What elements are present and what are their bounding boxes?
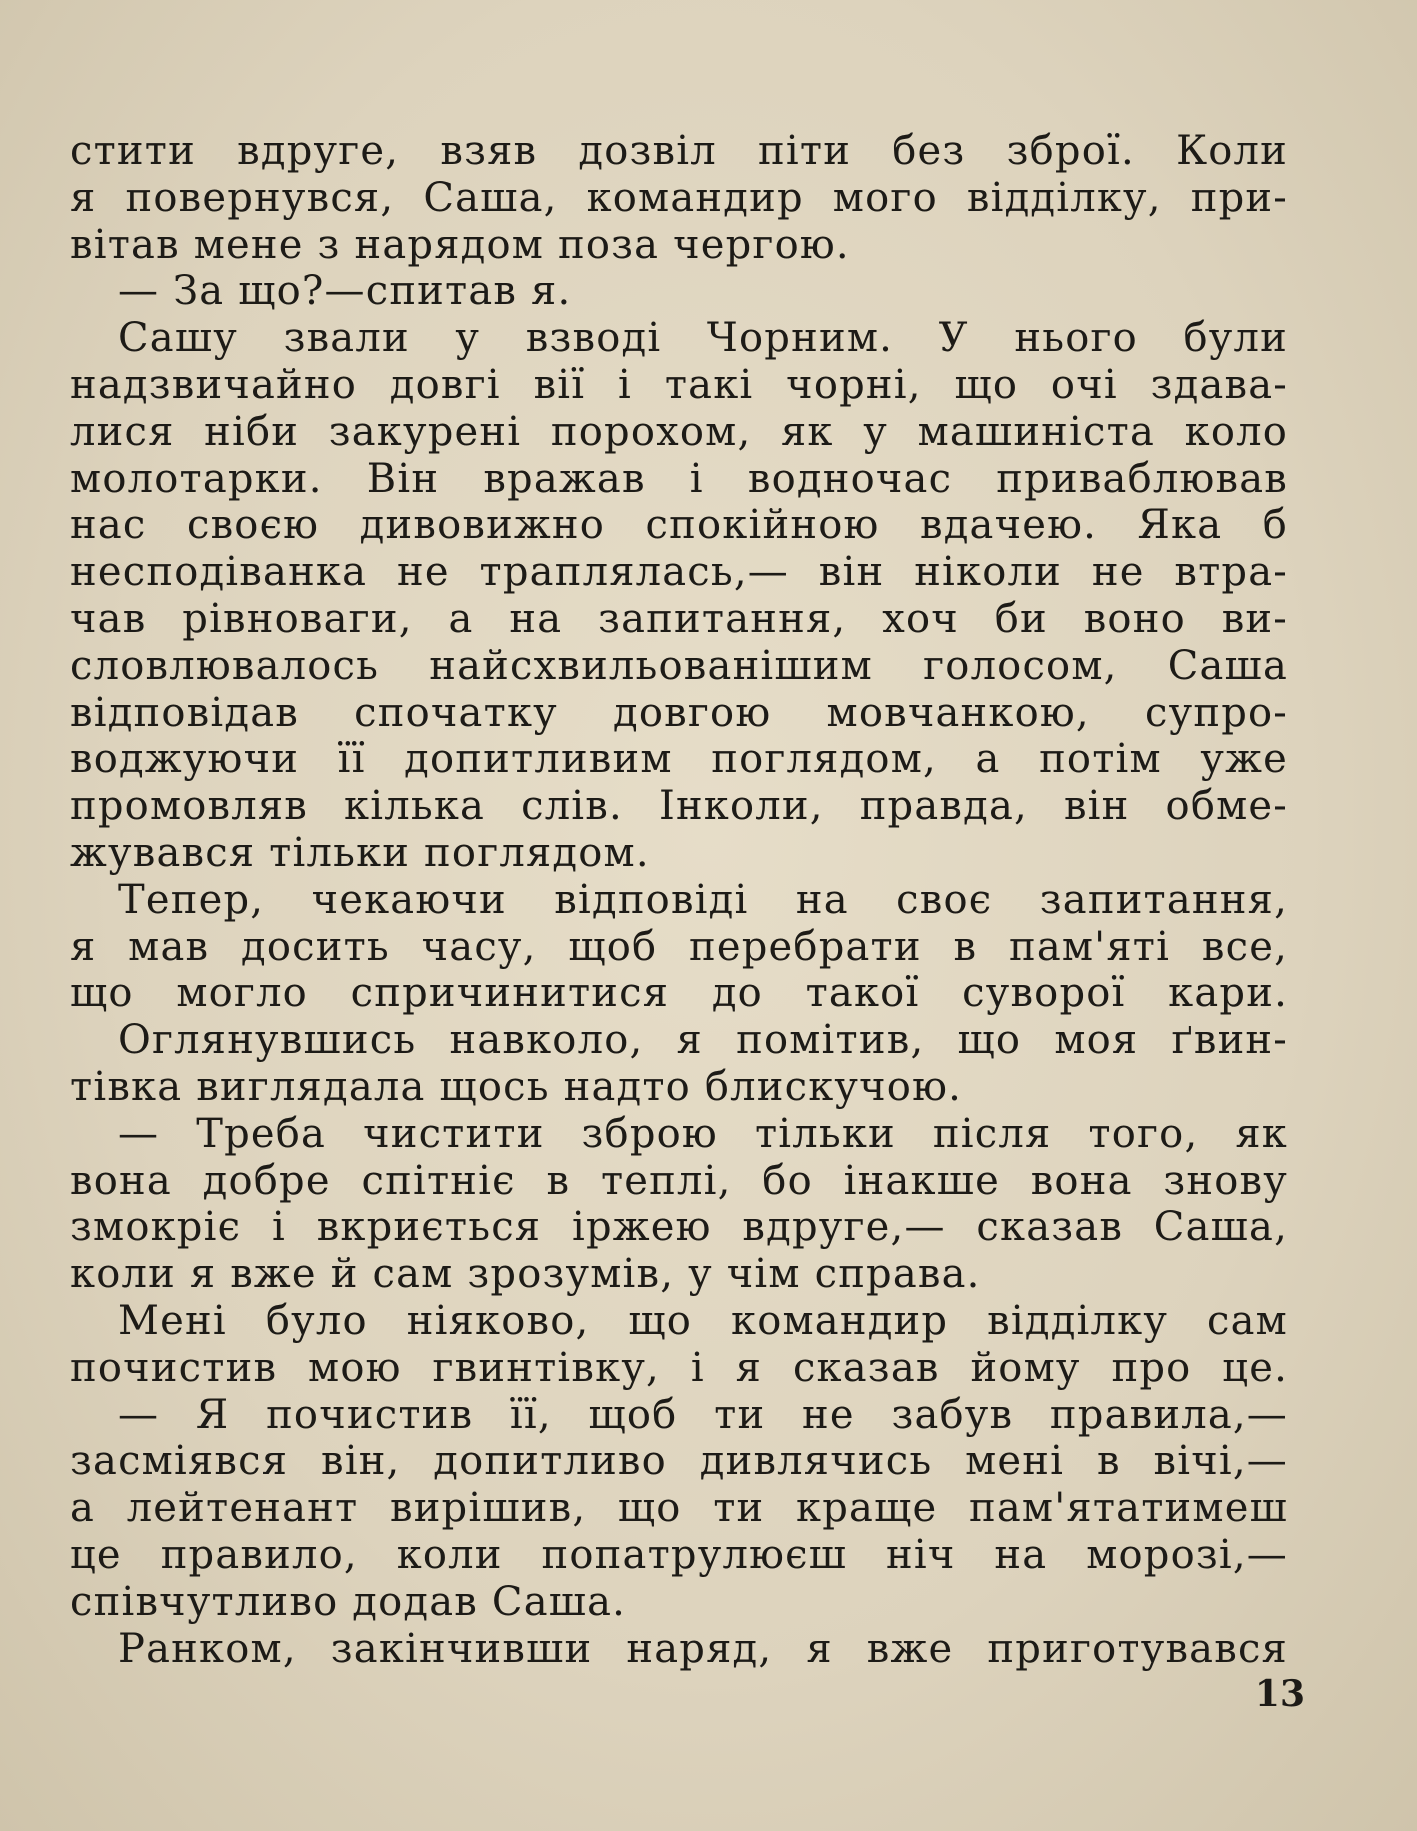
- text-line: воджуючи її допитливим поглядом, а потім уже: [70, 736, 1288, 783]
- text-line: словлювалось найсхвильованішим голосом, Саша: [70, 642, 1288, 689]
- text-line: Мені було ніяково, що командир відділку сам: [118, 1297, 1288, 1344]
- text-line: Тепер, чекаючи відповіді на своє запитання,: [118, 876, 1288, 923]
- page-number: 13: [1254, 1673, 1305, 1715]
- text-line: Оглянувшись навколо, я помітив, що моя ґвин-: [118, 1017, 1288, 1064]
- text-line: вітав мене з нарядом поза чергою.: [70, 221, 850, 268]
- text-line: жувався тільки поглядом.: [70, 829, 650, 876]
- text-line: я повернувся, Саша, командир мого відділку, при-: [70, 174, 1288, 221]
- text-line: промовляв кілька слів. Інколи, правда, він обме-: [70, 783, 1288, 830]
- text-line: почистив мою гвинтівку, і я сказав йому про це.: [70, 1344, 1288, 1391]
- text-line: співчутливо додав Саша.: [70, 1578, 627, 1625]
- text-line: відповідав спочатку довгою мовчанкою, супро-: [70, 689, 1288, 736]
- text-line: лися ніби закурені порохом, як у машиніста коло: [70, 408, 1288, 455]
- text-line: чав рівноваги, а на запитання, хоч би воно ви-: [70, 595, 1288, 642]
- text-line: це правило, коли попатрулюєш ніч на морозі,—: [70, 1531, 1288, 1578]
- text-line: — Я почистив її, щоб ти не забув правила,—: [118, 1391, 1288, 1438]
- text-line: молотарки. Він вражав і водночас приваблював: [70, 455, 1288, 502]
- text-line: Ранком, закінчивши наряд, я вже приготувався: [118, 1625, 1288, 1672]
- text-line: що могло спричинитися до такої суворої кари.: [70, 970, 1288, 1017]
- text-line: тівка виглядала щось надто блискучою.: [70, 1063, 963, 1110]
- text-line: нас своєю дивовижно спокійною вдачею. Яка б: [70, 502, 1288, 549]
- text-line: змокріє і вкриється іржею вдруге,— сказав Саша,: [70, 1204, 1288, 1251]
- text-line: коли я вже й сам зрозумів, у чім справа.: [70, 1251, 981, 1298]
- body-text: [70, 128, 1288, 1672]
- text-line: — За що?—спитав я.: [118, 268, 572, 315]
- text-line: Сашу звали у взводі Чорним. У нього були: [118, 315, 1288, 362]
- text-line: вона добре спітніє в теплі, бо інакше вона знову: [70, 1157, 1288, 1204]
- text-line: стити вдруге, взяв дозвіл піти без зброї. Коли: [70, 128, 1288, 174]
- text-line: засміявся він, допитливо дивлячись мені в вічі,—: [70, 1438, 1288, 1485]
- text-line: я мав досить часу, щоб перебрати в пам'яті все,: [70, 923, 1288, 970]
- text-line: — Треба чистити зброю тільки після того, як: [118, 1110, 1288, 1157]
- text-line: надзвичайно довгі вії і такі чорні, що очі здава-: [70, 361, 1288, 408]
- text-line: а лейтенант вирішив, що ти краще пам'ятатимеш: [70, 1485, 1288, 1532]
- text-line: несподіванка не траплялась,— він ніколи не втра-: [70, 549, 1288, 596]
